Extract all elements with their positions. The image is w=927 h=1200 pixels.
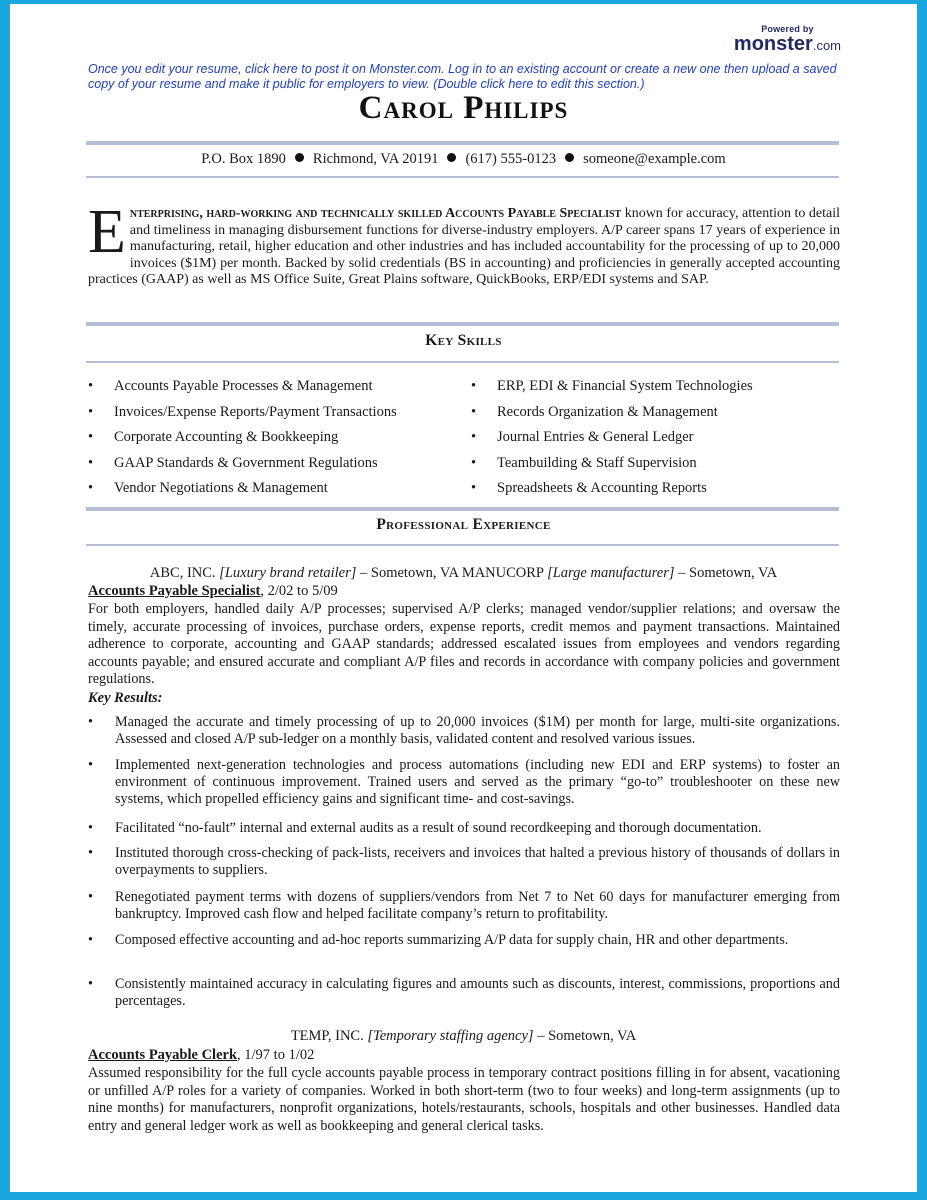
divider [86, 507, 839, 511]
powered-by-label: Powered by [761, 24, 814, 34]
result-item: • Consistently maintained accuracy in calculating figures and amounts such as discounts, interest, commissions, proportions and percentages. [88, 976, 840, 1010]
skill-item: • Journal Entries & General Ledger [471, 429, 753, 455]
contact-line [0, 151, 927, 168]
profile-summary [88, 198, 840, 289]
divider [86, 176, 839, 178]
summary-dropcap: E [88, 198, 126, 266]
contact-city: Richmond, VA 20191 [312, 151, 439, 167]
key-results-label: Key Results: [88, 690, 163, 706]
skill-item: • Accounts Payable Processes & Management [88, 378, 397, 404]
summary-body: known for accuracy, attention to detail and timeliness in managing disbursement functions for diverse-industry employers. A/P career spans 17 years of experience in manufacturing, retail, higher education and other industries and has included accountability for the processing of up to 20,000 invoices ($1M) per month. Backed by solid credentials (BS in accounting) and proficiencies in generally accepted accounting practices (GAAP) as well as MS Office Suite, Great Plains software, QuickBooks, ERP/EDI systems and SAP. [88, 206, 840, 288]
bullet-dot-icon [295, 153, 304, 162]
skill-item: • Spreadsheets & Accounting Reports [471, 480, 753, 506]
result-item: • Implemented next-generation technologies and process automations (including new EDI and ERP systems) to foster an environment of continuous improvement. Trained users and served as the primary “go-to” troubleshooter on these new systems, which propelled efficiency gains and significant time- and cost-savings. [88, 757, 840, 808]
skill-item: • Records Organization & Management [471, 404, 753, 430]
job2-employer: TEMP, INC. [Temporary staffing agency] – Sometown, VA [290, 1028, 637, 1044]
divider [86, 322, 839, 326]
skill-item: • ERP, EDI & Financial System Technologies [471, 378, 753, 404]
experience-heading: Professional Experience [376, 516, 551, 533]
result-item: • Renegotiated payment terms with dozens of suppliers/vendors from Net 7 to Net 60 days for manufacturer emerging from bankruptcy. Improved cash flow and helped facilitate company’s return to profitability. [88, 889, 840, 923]
divider [86, 544, 839, 546]
contact-email[interactable]: someone@example.com [583, 151, 726, 167]
brand-name: monster.com [733, 33, 841, 55]
job1-employers: ABC, INC. [Luxury brand retailer] – Sometown, VA MANUCORP [Large manufacturer] – Sometown, VA [149, 565, 778, 581]
skill-item: • Vendor Negotiations & Management [88, 480, 397, 506]
job1-description: For both employers, handled daily A/P processes; supervised A/P clerks; managed vendor/supplier relations; and oversaw the timely, accurate processing of invoices, purchase orders, expense reports, credit memos and payment transactions. Maintained adherence to corporate, accounting and GAAP standards; addressed escalated issues from employees and vendors regarding accounts payable; and ensured accurate and compliant A/P files and records in accordance with company policies and government regulations. [88, 601, 840, 687]
summary-lead: nterprising, hard-working and technically skilled Accounts Payable Specialist [129, 206, 622, 221]
divider [86, 361, 839, 363]
skill-item: • GAAP Standards & Government Regulations [88, 455, 397, 481]
job2-title: Accounts Payable Clerk, 1/97 to 1/02 [88, 1047, 315, 1063]
edit-notice[interactable]: Once you edit your resume, click here to post it on Monster.com. Log in to an existing account or create a new one then upload a saved copy of your resume and make it public for employers to view. (Double click here to edit this section.) [88, 62, 837, 91]
bullet-dot-icon [565, 153, 574, 162]
result-item: • Facilitated “no-fault” internal and external audits as a result of sound recordkeeping and thorough documentation. [88, 820, 762, 836]
result-item: • Composed effective accounting and ad-hoc reports summarizing A/P data for supply chain, HR and other departments. [88, 932, 789, 948]
skill-item: • Invoices/Expense Reports/Payment Transactions [88, 404, 397, 430]
result-item: • Instituted thorough cross-checking of pack-lists, receivers and invoices that halted a previous history of thousands of dollars in overpayments to suppliers. [88, 845, 840, 879]
contact-address: P.O. Box 1890 [201, 151, 286, 167]
skills-heading: Key Skills [425, 332, 502, 349]
result-item: • Managed the accurate and timely processing of up to 20,000 invoices ($1M) per month for large, multi-site organizations. Assessed and closed A/P sub-ledger on a monthly basis, validated content and resolved various issues. [88, 714, 840, 748]
monster-logo[interactable] [734, 24, 841, 56]
skill-item: • Corporate Accounting & Bookkeeping [88, 429, 397, 455]
contact-phone: (617) 555-0123 [465, 151, 557, 167]
bullet-dot-icon [447, 153, 456, 162]
skills-left-column [88, 378, 397, 506]
job1-title: Accounts Payable Specialist, 2/02 to 5/09 [88, 583, 338, 599]
candidate-name: Carol Philips [358, 90, 569, 126]
skill-item: • Teambuilding & Staff Supervision [471, 455, 753, 481]
skills-right-column [471, 378, 753, 506]
job2-description: Assumed responsibility for the full cycle accounts payable process in temporary contract positions filling in for absent, vacationing or unfilled A/P roles for a variety of companies. Worked in both short-term (two to four weeks) and long-term assignments (up to nine months) for manufacturers, nonprofit organizations, hotels/restaurants, schools, hospitals and other businesses. Handled data entry and general ledger work as well as bookkeeping and general clerical tasks. [88, 1065, 840, 1134]
divider [86, 141, 839, 145]
